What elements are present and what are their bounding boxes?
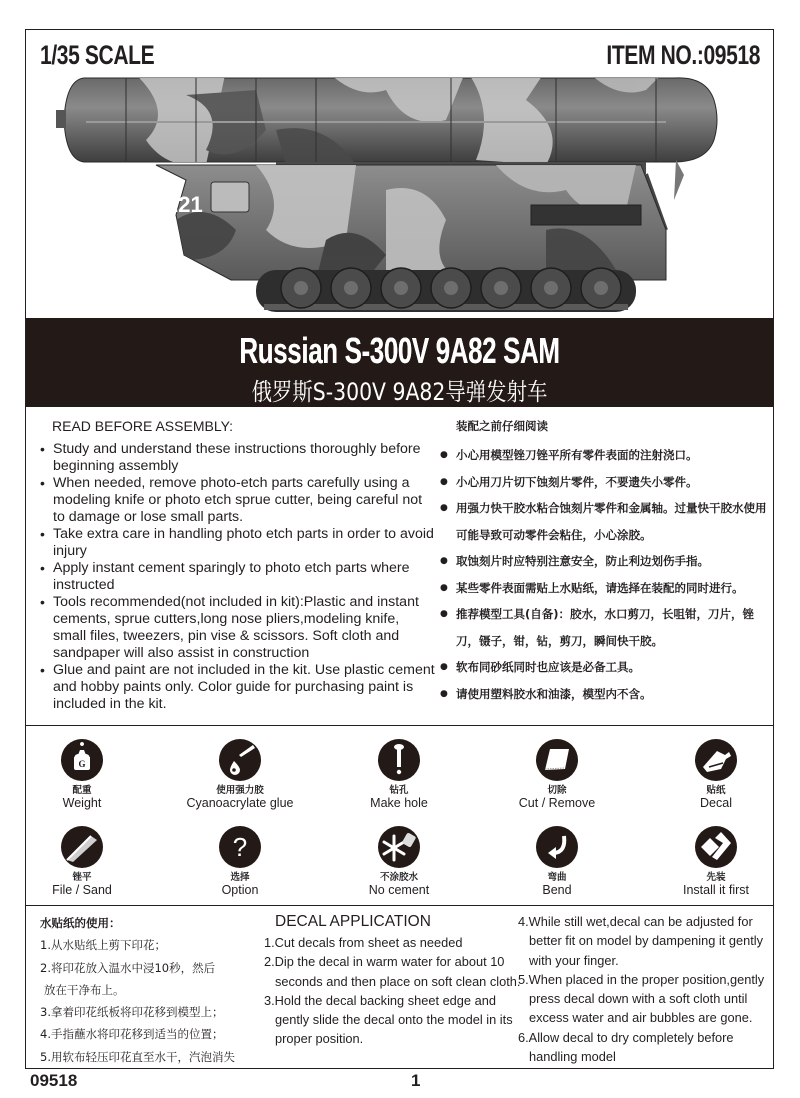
- question-icon: [219, 826, 261, 868]
- bend-arrow-icon: [536, 826, 578, 868]
- scale-label: 1/35 SCALE: [40, 40, 155, 70]
- list-item: • Study and understand these instructions thoroughly before beginning assembly: [40, 441, 435, 475]
- legend-option: [165, 826, 315, 897]
- legend-label-zh: 选择: [230, 872, 250, 883]
- list-item: ● 推荐模型工具(自备)：胶水，水口剪刀，长咀钳，刀片，锉刀，镊子，钳，钻，剪刀，瞬间快干胶。: [440, 601, 770, 654]
- legend-decal: [641, 739, 791, 810]
- legend-no-cement: [324, 826, 474, 897]
- file-icon: [61, 826, 103, 868]
- legend-label-zh: 使用强力胶: [216, 785, 264, 796]
- decal-instructions-en-continued: [518, 912, 773, 1066]
- legend-label-zh: 不涂胶水: [379, 872, 418, 883]
- instructions-en-list: [40, 441, 435, 713]
- decal-step: 放在干净布上。: [44, 982, 125, 997]
- list-item: ● 某些零件表面需贴上水贴纸，请选择在装配的同时进行。: [440, 575, 770, 602]
- legend-bend: [482, 826, 632, 897]
- decal-step: 4.While still wet,decal can be adjusted for better fit on model by dampening it gently with your finger.: [518, 914, 764, 968]
- legend-cut: [482, 739, 632, 810]
- divider: [26, 725, 773, 726]
- cut-icon: [536, 739, 578, 781]
- list-item: ● 取蚀刻片时应特别注意安全，防止利边划伤手指。: [440, 548, 770, 575]
- legend-label-zh: 切除: [547, 785, 567, 796]
- list-item: • Take extra care in handling photo etch parts in order to avoid injury: [40, 526, 435, 560]
- page-number: 1: [411, 1071, 421, 1090]
- legend-label-en: Install it first: [683, 883, 749, 897]
- svg-text:?: ?: [232, 832, 248, 862]
- list-item: ● 软布同砂纸同时也应该是必备工具。: [440, 654, 770, 681]
- product-title-zh: 俄罗斯S-300V 9A82导弹发射车: [251, 378, 548, 406]
- decal-step: 1.Cut decals from sheet as needed: [264, 935, 463, 950]
- legend-install-first: [641, 826, 791, 897]
- legend-drill: [324, 739, 474, 810]
- read-before-assembly-heading: READ BEFORE ASSEMBLY:: [52, 418, 234, 434]
- decal-step: 6.Allow decal to dry completely before handling model: [518, 1029, 734, 1065]
- decal-step: 2.将印花放入温水中浸10秒，然后: [40, 960, 216, 975]
- decal-step: 3.拿着印花纸板将印花移到模型上；: [40, 1005, 224, 1020]
- product-title-en: Russian S-300V 9A82 SAM: [239, 330, 560, 371]
- decal-icon: [695, 739, 737, 781]
- legend-label-en: Weight: [62, 796, 102, 810]
- legend-weight: [7, 739, 157, 810]
- legend-label-zh: 弯曲: [547, 872, 567, 883]
- legend-label-en: Cyanoacrylate glue: [186, 796, 294, 810]
- drill-icon: [378, 739, 420, 781]
- vehicle-illustration: [26, 70, 773, 318]
- decal-step: 5.用软布轻压印花直至水干，汽泡消失: [40, 1049, 235, 1064]
- legend-file: [7, 826, 157, 897]
- decal-instructions-zh: [40, 912, 260, 1068]
- list-item: • Apply instant cement sparingly to photo etch parts where instructed: [40, 560, 435, 594]
- glue-drop-icon: [219, 739, 261, 781]
- legend-label-en: No cement: [368, 883, 430, 897]
- legend-label-en: Option: [221, 883, 259, 897]
- legend-label-en: Decal: [700, 796, 732, 810]
- title-banner: [26, 318, 773, 407]
- decal-step: 4.手指蘸水将印花移到适当的位置；: [40, 1027, 224, 1042]
- legend-label-en: Bend: [542, 883, 572, 897]
- read-before-assembly-heading-zh: 装配之前仔细阅读: [456, 419, 548, 433]
- legend-label-zh: 钻孔: [389, 785, 409, 796]
- decal-step: 1.从水贴纸上剪下印花；: [40, 938, 166, 953]
- decal-step: 3.Hold the decal backing sheet edge and gently slide the decal onto the model in its proper position.: [264, 992, 513, 1047]
- decal-heading: DECAL APPLICATION: [275, 913, 431, 930]
- item-number: ITEM NO.:09518: [606, 40, 760, 70]
- legend-label-en: File / Sand: [52, 883, 112, 897]
- install-first-icon: [695, 826, 737, 868]
- launcher-vehicle-icon: [26, 70, 773, 318]
- legend-label-zh: 先装: [706, 872, 726, 883]
- vehicle-number: 221: [166, 192, 203, 217]
- list-item: • Glue and paint are not included in the kit. Use plastic cement and hobby paints only. Color guide for purchasing paint is included in the kit.: [40, 662, 435, 713]
- list-item: ● 小心用刀片切下蚀刻片零件，不要遗失小零件。: [440, 469, 770, 496]
- weight-icon: [61, 739, 103, 781]
- decal-heading-zh: 水贴纸的使用：: [40, 916, 121, 930]
- decal-step: 2.Dip the decal in warm water for about 10 seconds and then place on soft clean cloth.: [264, 954, 521, 989]
- list-item: • Tools recommended(not included in kit):Plastic and instant cements, sprue cutters,long nose pliers,modeling knife, small files, tweezers, pin vise & scissors. Soft cloth and sandpaper will also assist in construction: [40, 594, 435, 662]
- legend-glue: [165, 739, 315, 810]
- legend-label-en: Cut / Remove: [518, 796, 596, 810]
- footer-item-code: 09518: [30, 1071, 78, 1090]
- list-item: ● 小心用模型锉刀锉平所有零件表面的注射浇口。: [440, 442, 770, 469]
- divider: [26, 905, 773, 906]
- legend-label-zh: 锉平: [72, 872, 92, 883]
- legend-label-zh: 贴纸: [706, 785, 726, 796]
- list-item: ● 请使用塑料胶水和油漆，模型内不含。: [440, 681, 770, 708]
- svg-text:G: G: [78, 759, 86, 769]
- decal-step: 5.When placed in the proper position,gently press decal down with a soft cloth until excess water and air bubbles are gone.: [518, 971, 765, 1026]
- legend-label-en: Make hole: [370, 796, 428, 810]
- no-cement-icon: [378, 826, 420, 868]
- list-item: • When needed, remove photo-etch parts carefully using a modeling knife or photo etch sprue cutter, being careful not to damage or lose small parts.: [40, 475, 435, 526]
- legend-label-zh: 配重: [72, 785, 92, 796]
- instructions-zh-list: [440, 442, 770, 707]
- list-item: ● 用强力快干胶水粘合蚀刻片零件和金属轴。过量快干胶水使用可能导致可动零件会粘住，小心涂胶。: [440, 495, 770, 548]
- decal-instructions-en: [264, 912, 524, 1049]
